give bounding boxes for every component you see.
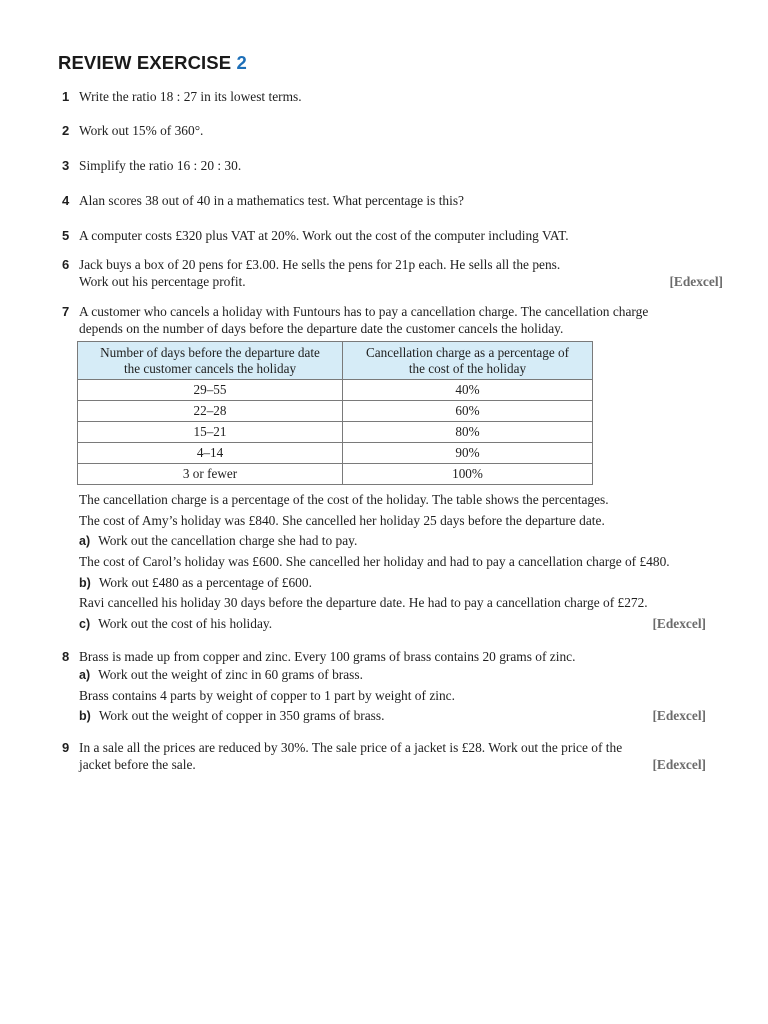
paragraph-text: Ravi cancelled his holiday 30 days before the departure date. He had to pay a cancellation charge of £272.	[79, 595, 648, 611]
source-tag: [Edexcel]	[652, 708, 706, 724]
part-label: a)	[79, 668, 91, 682]
table-row	[78, 380, 593, 401]
part-a	[79, 665, 706, 686]
table-cell: 3 or fewer	[78, 464, 343, 485]
part-a	[79, 531, 706, 552]
heading-label: REVIEW EXERCISE	[58, 52, 232, 73]
part-text: Work out £480 as a percentage of £600.	[98, 574, 312, 590]
question-number: 6	[62, 257, 70, 272]
part-label: a)	[79, 534, 91, 549]
question-text: jacket before the sale.	[79, 757, 196, 772]
table-row	[78, 443, 593, 464]
question-number: 9	[62, 740, 70, 755]
question-text: Jack buys a box of 20 pens for £3.00. He sells the pens for 21p each. He sells all the pens.	[79, 257, 561, 272]
question-text: In a sale all the prices are reduced by 30%. The sale price of a jacket is £28. Work out the price of the	[79, 740, 623, 755]
question-6	[62, 256, 723, 290]
source-tag: [Edexcel]	[652, 616, 706, 632]
table-cell: 80%	[343, 422, 593, 443]
part-c	[79, 614, 706, 635]
source-tag: [Edexcel]	[652, 757, 706, 772]
paragraph-text: Brass contains 4 parts by weight of copper to 1 part by weight of zinc.	[79, 687, 455, 703]
question-number: 8	[62, 649, 70, 664]
table-cell: 60%	[343, 401, 593, 422]
question-text: Simplify the ratio 16 : 20 : 30.	[79, 158, 242, 173]
question-number: 4	[62, 193, 70, 208]
table-cell: 4–14	[78, 443, 343, 464]
table-row	[78, 464, 593, 485]
paragraph-text: The cost of Carol’s holiday was £600. She cancelled her holiday and had to pay a cancellation charge of £480.	[79, 554, 670, 570]
table-cell: 29–55	[78, 380, 343, 401]
question-number: 3	[62, 158, 70, 173]
cancellation-table	[77, 341, 593, 485]
table-row	[78, 422, 593, 443]
paragraph-text: The cancellation charge is a percentage of the cost of the holiday. The table shows the percentages.	[79, 492, 609, 507]
part-label: b)	[79, 709, 91, 724]
table-header-row	[78, 342, 593, 380]
question-text: Write the ratio 18 : 27 in its lowest terms.	[79, 89, 302, 104]
part-text: Work out the cost of his holiday.	[98, 616, 273, 632]
question-text: depends on the number of days before the departure date the customer cancels the holiday.	[79, 321, 564, 336]
heading-number: 2	[236, 52, 247, 73]
table-cell: 15–21	[78, 422, 343, 443]
question-number: 1	[62, 89, 70, 104]
question-number: 7	[62, 304, 70, 319]
paragraph-text: The cost of Amy’s holiday was £840. She cancelled her holiday 25 days before the departure date.	[79, 512, 605, 528]
part-b	[79, 573, 706, 594]
question-text: Brass is made up from copper and zinc. Every 100 grams of brass contains 20 grams of zinc.	[79, 649, 576, 664]
part-text: Work out the weight of zinc in 60 grams of brass.	[98, 667, 363, 682]
part-text: Work out the cancellation charge she had to pay.	[98, 533, 358, 549]
question-text: Work out his percentage profit.	[79, 274, 246, 289]
table-header-days: Number of days before the departure date the customer cancels the holiday	[78, 342, 343, 380]
question-9	[62, 739, 706, 773]
table-cell: 40%	[343, 380, 593, 401]
table-row	[78, 401, 593, 422]
question-number: 2	[62, 123, 70, 138]
part-text: Work out the weight of copper in 350 grams of brass.	[98, 708, 385, 724]
question-text: A computer costs £320 plus VAT at 20%. Work out the cost of the computer including VAT.	[79, 228, 569, 243]
table-cell: 100%	[343, 464, 593, 485]
table-cell: 22–28	[78, 401, 343, 422]
question-7-parts	[79, 490, 706, 635]
question-text: Work out 15% of 360°.	[79, 123, 204, 138]
part-label: c)	[79, 617, 91, 632]
question-text: Alan scores 38 out of 40 in a mathematics test. What percentage is this?	[79, 193, 464, 208]
question-number: 5	[62, 228, 70, 243]
part-b	[79, 706, 706, 727]
question-8-parts	[79, 665, 706, 727]
table-cell: 90%	[343, 443, 593, 464]
source-tag: [Edexcel]	[669, 274, 723, 289]
table-header-charge: Cancellation charge as a percentage of the cost of the holiday	[343, 342, 593, 380]
part-label: b)	[79, 575, 91, 590]
question-text: A customer who cancels a holiday with Funtours has to pay a cancellation charge. The cancellation charge	[79, 304, 649, 319]
page-heading	[58, 54, 247, 71]
